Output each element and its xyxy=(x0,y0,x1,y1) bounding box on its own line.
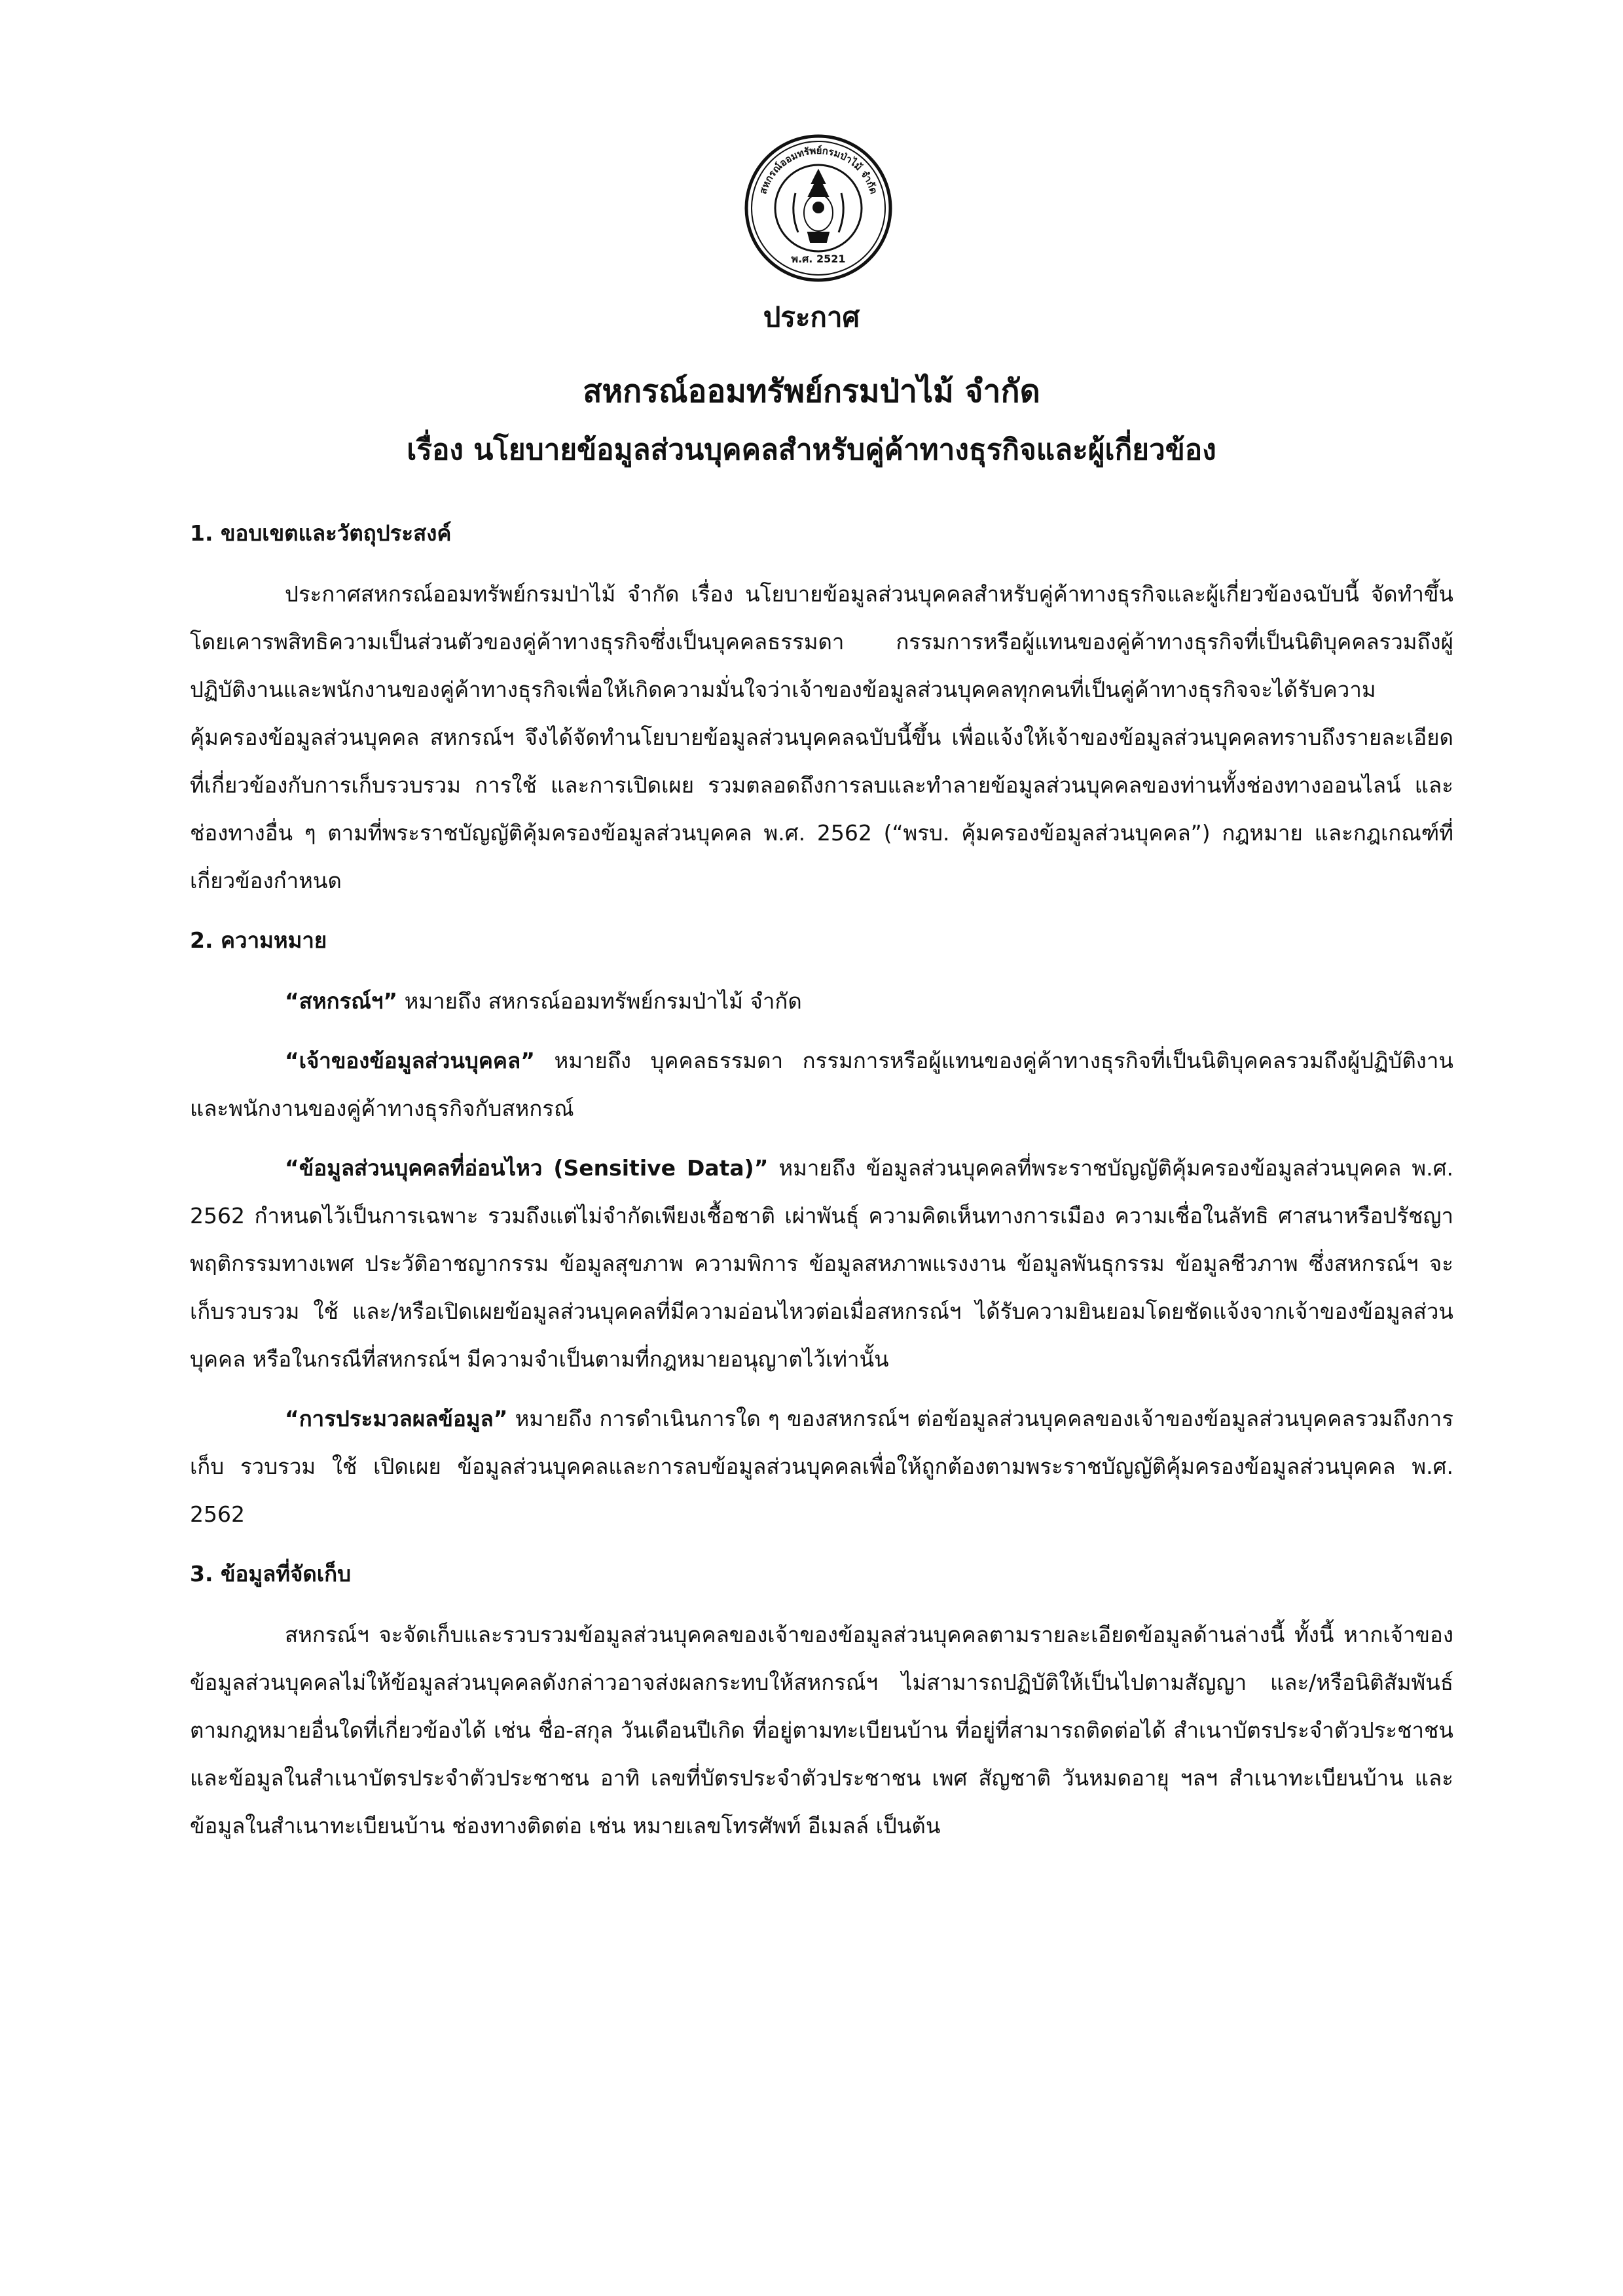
organization-name: สหกรณ์ออมทรัพย์กรมป่าไม้ จำกัด xyxy=(583,373,1040,410)
seal-year-text: พ.ศ. 2521 xyxy=(791,253,846,265)
seal-top-text: สหกรณ์ออมทรัพย์กรมป่าไม้ จำกัด xyxy=(757,144,880,196)
section-2-title: 2. ความหมาย xyxy=(190,927,327,953)
definition-cooperative xyxy=(190,977,1453,1025)
section-3-body: สหกรณ์ฯ จะจัดเก็บและรวบรวมข้อมูลส่วนบุคคลของเจ้าของข้อมูลส่วนบุคคลตามรายละเอียดข้อมูลด้านล่างนี้ ทั้งนี้ หากเจ้าของข้อมูลส่วนบุคคลไม่ให้ข้อมูลส่วนบุคคลดังกล่าวอาจส่งผลกระทบให้สหกรณ์ฯ ไม่สามารถปฏิบัติให้เป็นไปตามสัญญา และ/หรือนิติสัมพันธ์ตามกฎหมายอื่นใดที่เกี่ยวข้องได้ เช่น ชื่อ-สกุล วันเดือนปีเกิด ที่อยู่ตามทะเบียนบ้าน ที่อยู่ที่สามารถติดต่อได้ สำเนาบัตรประจำตัวประชาชนและข้อมูลในสำเนาบัตรประจำตัวประชาชน อาทิ เลขที่บัตรประจำตัวประชาชน เพศ สัญชาติ วันหมดอายุ ฯลฯ สำเนาทะเบียนบ้าน และข้อมูลในสำเนาทะเบียนบ้าน ช่องทางติดต่อ เช่น หมายเลขโทรศัพท์ อีเมลล์ เป็นต้น xyxy=(190,1622,1453,1839)
section-1-title: 1. ขอบเขตและวัตถุประสงค์ xyxy=(190,520,452,546)
definition-data-owner xyxy=(190,1037,1453,1132)
definition-text: หมายถึง ข้อมูลส่วนบุคคลที่พระราชบัญญัติคุ้มครองข้อมูลส่วนบุคคล พ.ศ. 2562 กำหนดไว้เป็นการเฉพาะ รวมถึงแต่ไม่จำกัดเพียงเชื้อชาติ เผ่าพันธุ์ ความคิดเห็นทางการเมือง ความเชื่อในลัทธิ ศาสนาหรือปรัชญา พฤติกรรมทางเพศ ประวัติอาชญากรรม ข้อมูลสุขภาพ ความพิการ ข้อมูลสหภาพแรงงาน ข้อมูลพันธุกรรม ข้อมูลชีวภาพ ซึ่งสหกรณ์ฯ จะเก็บรวบรวม ใช้ และ/หรือเปิดเผยข้อมูลส่วนบุคคลที่มีความอ่อนไหวต่อเมื่อสหกรณ์ฯ ได้รับความยินยอมโดยชัดแจ้งจากเจ้าของข้อมูลส่วนบุคคล หรือในกรณีที่สหกรณ์ฯ มีความจำเป็นตามที่กฎหมายอนุญาตไว้เท่านั้น xyxy=(190,1155,1453,1372)
cooperative-seal-logo xyxy=(744,134,892,282)
announcement-label: ประกาศ xyxy=(763,301,860,333)
document-body xyxy=(190,509,1453,1861)
definition-text: หมายถึง การดำเนินการใด ๆ ของสหกรณ์ฯ ต่อข้อมูลส่วนบุคคลของเจ้าของข้อมูลส่วนบุคคลรวมถึงการเก็บ รวบรวม ใช้ เปิดเผย ข้อมูลส่วนบุคคลและการลบข้อมูลส่วนบุคคลเพื่อให้ถูกต้องตามพระราชบัญญัติคุ้มครองข้อมูลส่วนบุคคล พ.ศ. 2562 xyxy=(190,1406,1453,1527)
definition-term: “เจ้าของข้อมูลส่วนบุคคล” xyxy=(285,1048,535,1073)
definition-text: หมายถึง บุคคลธรรมดา กรรมการหรือผู้แทนของคู่ค้าทางธุรกิจที่เป็นนิติบุคคลรวมถึงผู้ปฏิบัติงานและพนักงานของคู่ค้าทางธุรกิจกับสหกรณ์ xyxy=(190,1048,1453,1121)
definition-term: “ข้อมูลส่วนบุคคลที่อ่อนไหว (Sensitive Data)” xyxy=(285,1155,769,1181)
section-1-body: ประกาศสหกรณ์ออมทรัพย์กรมป่าไม้ จำกัด เรื่อง นโยบายข้อมูลส่วนบุคคลสำหรับคู่ค้าทางธุรกิจและผู้เกี่ยวข้องฉบับนี้ จัดทำขึ้นโดยเคารพสิทธิความเป็นส่วนตัวของคู่ค้าทางธุรกิจซึ่งเป็นบุคคลธรรมดา กรรมการหรือผู้แทนของคู่ค้าทางธุรกิจที่เป็นนิติบุคคลรวมถึงผู้ปฏิบัติงานและพนักงานของคู่ค้าทางธุรกิจเพื่อให้เกิดความมั่นใจว่าเจ้าของข้อมูลส่วนบุคคลทุกคนที่เป็นคู่ค้าทางธุรกิจจะได้รับความคุ้มครองข้อมูลส่วนบุคคล สหกรณ์ฯ จึงได้จัดทำนโยบายข้อมูลส่วนบุคคลฉบับนี้ขึ้น เพื่อแจ้งให้เจ้าของข้อมูลส่วนบุคคลทราบถึงรายละเอียดที่เกี่ยวข้องกับการเก็บรวบรวม การใช้ และการเปิดเผย รวมตลอดถึงการลบและทำลายข้อมูลส่วนบุคคลของท่านทั้งช่องทางออนไลน์ และช่องทางอื่น ๆ ตามที่พระราชบัญญัติคุ้มครองข้อมูลส่วนบุคคล พ.ศ. 2562 (“พรบ. คุ้มครองข้อมูลส่วนบุคคล”) กฎหมาย และกฎเกณฑ์ที่เกี่ยวข้องกำหนด xyxy=(190,581,1453,893)
section-3-title: 3. ข้อมูลที่จัดเก็บ xyxy=(190,1561,352,1587)
definition-term: “การประมวลผลข้อมูล” xyxy=(285,1406,508,1431)
announcement-subject: เรื่อง นโยบายข้อมูลส่วนบุคคลสำหรับคู่ค้าทางธุรกิจและผู้เกี่ยวข้อง xyxy=(407,433,1216,467)
definition-term: “สหกรณ์ฯ” xyxy=(285,988,398,1014)
definition-text: หมายถึง สหกรณ์ออมทรัพย์กรมป่าไม้ จำกัด xyxy=(397,988,802,1014)
definition-sensitive-data xyxy=(190,1144,1453,1383)
definition-data-processing xyxy=(190,1395,1453,1538)
